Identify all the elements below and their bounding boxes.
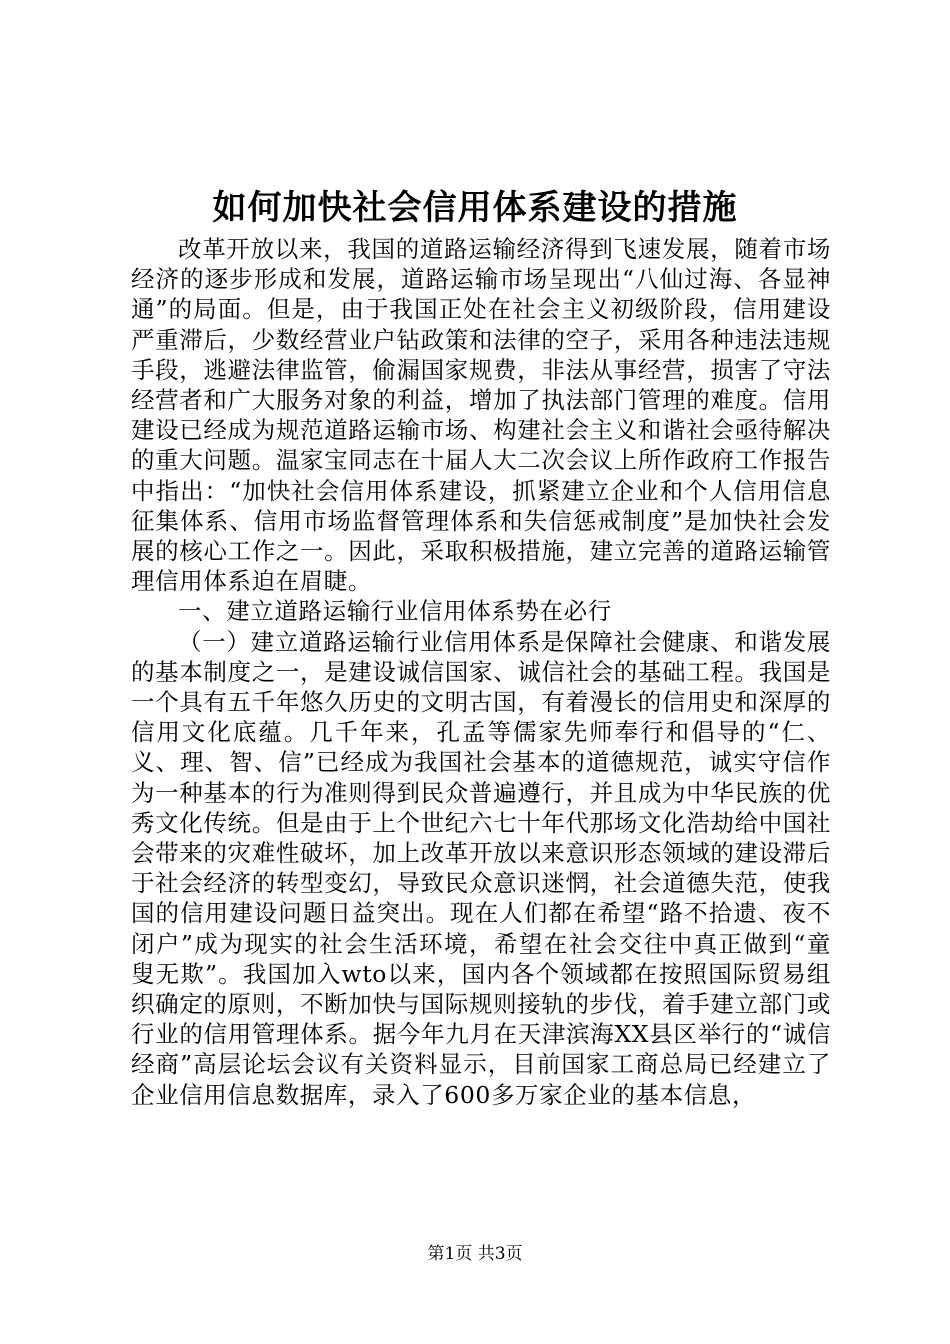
page-footer [0, 1242, 950, 1266]
document-title: 如何加快社会信用体系建设的措施 [212, 188, 738, 228]
intro-paragraph: 改革开放以来，我国的道路运输经济得到飞速发展，随着市场经济的逐步形成和发展，道路运输市场呈现出“八仙过海、各显神通”的局面。但是，由于我国正处在社会主义初级阶段，信用建设严重滞后，少数经营业户钻政策和法律的空子，采用各种违法违规手段，逃避法律监管，偷漏国家规费，非法从事经营，损害了守法经营者和广大服务对象的利益，增加了执法部门管理的难度。信用建设已经成为规范道路运输市场、构建社会主义和谐社会亟待解决的重大问题。温家宝同志在十届人大二次会议上所作政府工作报告中指出：“加快社会信用体系建设，抓紧建立企业和个人信用信息征集体系、信用市场监督管理体系和失信惩戒制度”是加快社会发展的核心工作之一。因此，采取积极措施，建立完善的道路运输管理信用体系迫在眉睫。 [131, 235, 831, 596]
subsection-paragraph-1: （一）建立道路运输行业信用体系是保障社会健康、和谐发展的基本制度之一，是建设诚信国家、诚信社会的基础工程。我国是一个具有五千年悠久历史的文明古国，有着漫长的信用史和深厚的信用文化底蕴。几千年来，孔孟等儒家先师奉行和倡导的“仁、义、理、智、信”已经成为我国社会基本的道德规范，诚实守信作为一种基本的行为准则得到民众普遍遵行，并且成为中华民族的优秀文化传统。但是由于上个世纪六七十年代那场文化浩劫给中国社会带来的灾难性破坏，加上改革开放以来意识形态领域的建设滞后于社会经济的转型变幻，导致民众意识迷惘，社会道德失范，使我国的信用建设问题日益突出。现在人们都在希望“路不拾遗、夜不闭户”成为现实的社会生活环境，希望在社会交往中真正做到“童叟无欺”。我国加入wto以来，国内各个领域都在按照国际贸易组织确定的原则，不断加快与国际规则接轨的步伐，着手建立部门或行业的信用管理体系。据今年九月在天津滨海XX县区举行的“诚信经商”高层论坛会议有关资料显示，目前国家工商总局已经建立了企业信用信息数据库，录入了600多万家企业的基本信息， [131, 627, 831, 1109]
document-body [131, 234, 831, 1110]
page-number-label: 第1页 共3页 [427, 1244, 523, 1264]
section-heading-1: 一、建立道路运输行业信用体系势在必行 [178, 597, 612, 626]
